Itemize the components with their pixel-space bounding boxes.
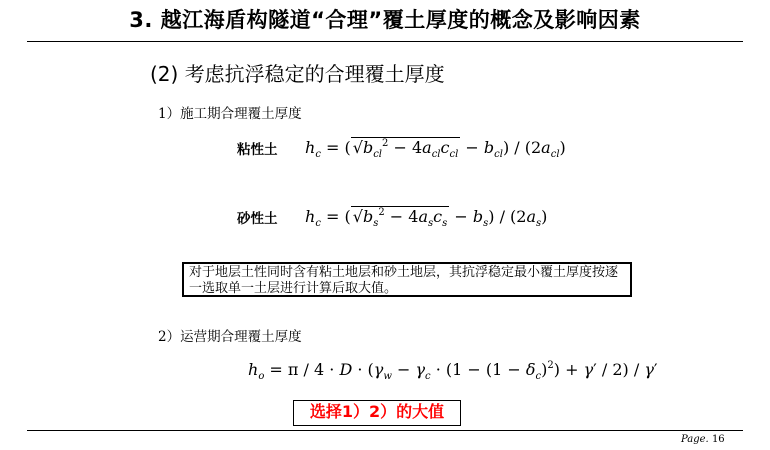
- note-box: 对于地层土性同时含有粘土地层和砂土地层，其抗浮稳定最小覆土厚度按逐一选取单一土层进行计算后取大值。: [182, 262, 632, 297]
- page-footer: [681, 434, 725, 445]
- conclusion-box: 选择1）2）的大值: [293, 400, 461, 426]
- title-divider: [27, 41, 743, 42]
- slide-title: 3. 越江海盾构隧道“合理”覆土厚度的概念及影响因素: [129, 8, 641, 32]
- operation-formula: $h_o = \pi / 4 \cdot D \cdot (\gamma_w - \gamma_c \cdot (1 - (1 - \delta_c)^2) + \gamma' / 2) / \gamma'$: [248, 360, 658, 382]
- operation-period-heading: 2）运营期合理覆土厚度: [158, 329, 302, 345]
- clay-soil-label: 粘性土: [237, 142, 278, 158]
- sandy-soil-formula: $h_c$ = ( $√b_s^2 - 4a_sc_s - b_s) / (2a_s)$: [305, 207, 548, 229]
- section-subtitle: (2) 考虑抗浮稳定的合理覆土厚度: [150, 62, 445, 86]
- sandy-soil-label: 砂性土: [237, 211, 278, 227]
- page-number: 16: [711, 434, 725, 445]
- clay-soil-formula: $h_c$ = ( $√b_{cl}^2 - 4a_{cl}c_{cl} - b_{cl}) / (2a_{cl})$: [305, 138, 566, 160]
- page-label: Page.: [681, 434, 709, 445]
- construction-period-heading: 1）施工期合理覆土厚度: [158, 106, 302, 122]
- footer-divider: [27, 430, 743, 431]
